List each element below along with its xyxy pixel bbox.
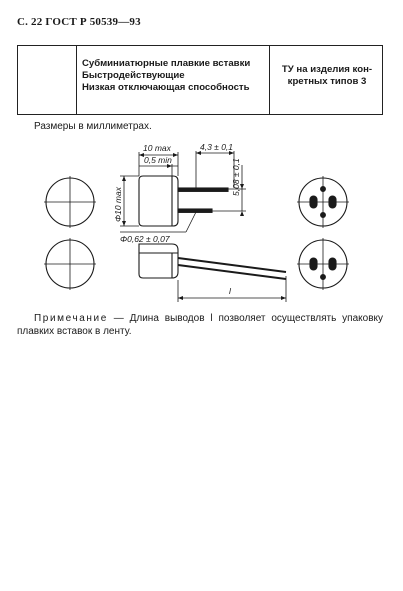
description-line-3: Низкая отключающая способность [82,82,250,93]
footnote [17,312,383,338]
arrow-lead-right [281,296,286,300]
pin-slot-top-right-b [329,196,336,208]
spec-line-2: кретных типов 3 [287,76,367,87]
pin-dot-bottom-right [321,275,326,280]
lead-bottom-upper [178,258,286,272]
lead-top-upper [178,188,228,191]
arrow-length-right [173,153,178,157]
arrow-diameter-top [122,176,126,181]
pin-slot-bottom-right-a [310,258,317,270]
label-wire-diameter: Φ0,62 ± 0,07 [120,234,170,244]
pin-slot-top-right-a [310,196,317,208]
label-diameter-max: Φ10 max [113,187,123,222]
label-pin-spacing: 4,3 ± 0,1 [200,142,234,152]
lead-top-lower [178,209,212,212]
arrow-pitch-bottom [240,211,244,216]
pin-dot-top-right-a [321,187,326,192]
label-pitch: 5,08 ± 0,1 [231,158,241,196]
spec-line-1: ТУ на изделия кон- [281,64,373,75]
arrow-lead-left [178,296,183,300]
footnote-text: — Длина выводов l позволяет осуществлять упаковку плавких вставок в ленту. [17,313,383,337]
description-line-2: Быстродействующие [82,70,185,81]
leader-wire-diameter-arrow [186,212,196,232]
label-length-max: 10 max [143,143,171,153]
dimensions-caption: Размеры в миллиметрах. [34,121,152,132]
pin-slot-bottom-right-b [329,258,336,270]
lead-bottom-lower [178,265,286,279]
page-header: С. 22 ГОСТ Р 50539—93 [17,16,141,28]
pin-dot-top-right-b [321,213,326,218]
label-lead-length: l [229,286,231,296]
description-line-1: Субминиатюрные плавкие вставки [82,58,251,69]
label-gap-min: 0,5 min [144,155,172,165]
footnote-label: Примечание [34,313,108,324]
